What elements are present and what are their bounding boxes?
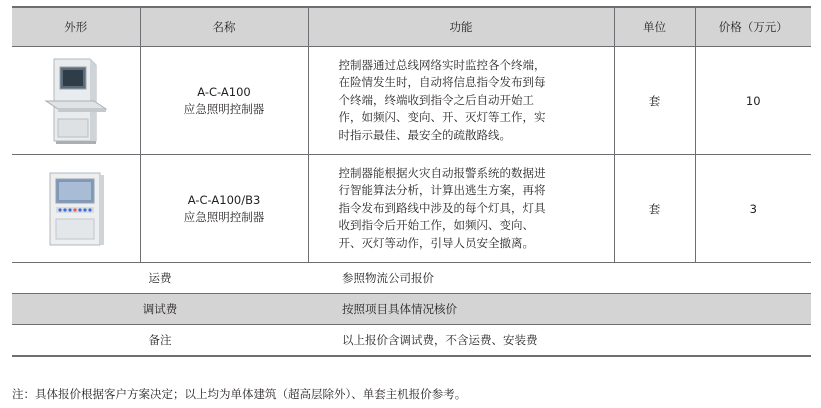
product-price: 10 <box>695 47 811 155</box>
function-line: 指令发布到路线中涉及的每个灯具，灯具 <box>338 200 546 215</box>
summary-label: 备注 <box>12 325 308 357</box>
header-unit: 单位 <box>614 7 695 47</box>
product-model: A-C-A100/B3 <box>187 192 261 207</box>
summary-row-commissioning <box>12 294 811 325</box>
function-line: 在险情发生时，自动将信息指令发布到每 <box>338 75 546 90</box>
summary-label: 运费 <box>12 263 308 294</box>
function-line: 控制器通过总线网络实时监控各个终端， <box>338 57 546 72</box>
product-unit: 套 <box>614 47 695 155</box>
wall-mounted-controller-icon <box>44 169 108 249</box>
product-name-cell <box>140 155 308 263</box>
function-line: 开、灭灯等动作，引导人员安全撤离。 <box>338 235 534 250</box>
product-row <box>12 155 811 263</box>
header-price: 价格（万元） <box>695 7 811 47</box>
table-header-row <box>12 7 811 47</box>
summary-value: 以上报价含调试费，不含运费、安装费 <box>308 325 811 357</box>
product-name: 应急照明控制器 <box>183 101 265 116</box>
product-unit: 套 <box>614 155 695 263</box>
header-name: 名称 <box>140 7 308 47</box>
price-table <box>12 6 811 357</box>
product-model: A-C-A100 <box>197 84 251 99</box>
product-name-cell <box>140 47 308 155</box>
function-line: 收到指令后开始工作，如频闪、变向、 <box>338 218 534 233</box>
console-cabinet-icon <box>40 55 112 147</box>
summary-row-remarks <box>12 325 811 357</box>
product-image-cell <box>12 155 140 263</box>
footnote: 注：具体报价根据客户方案决定；以上均为单体建筑（超高层除外）、单套主机报价参考。 <box>12 387 467 401</box>
product-row <box>12 47 811 155</box>
summary-value: 按照项目具体情况核价 <box>308 294 811 325</box>
function-line: 作，如频闪、变向、开、灭灯等工作，实 <box>338 110 546 125</box>
function-line: 时指示最佳、最安全的疏散路线。 <box>338 127 511 142</box>
header-function: 功能 <box>308 7 614 47</box>
product-image-cell <box>12 47 140 155</box>
summary-row-shipping <box>12 263 811 294</box>
product-function-cell <box>308 155 614 263</box>
product-function-cell <box>308 47 614 155</box>
product-name: 应急照明控制器 <box>183 209 265 224</box>
function-line: 行智能算法分析，计算出逃生方案，再将 <box>338 183 546 198</box>
product-price: 3 <box>695 155 811 263</box>
summary-value: 参照物流公司报价 <box>308 263 811 294</box>
function-line: 个终端，终端收到指令之后自动开始工 <box>338 92 534 107</box>
summary-label: 调试费 <box>12 294 308 325</box>
function-line: 控制器能根据火灾自动报警系统的数据进 <box>338 165 546 180</box>
header-shape: 外形 <box>12 7 140 47</box>
